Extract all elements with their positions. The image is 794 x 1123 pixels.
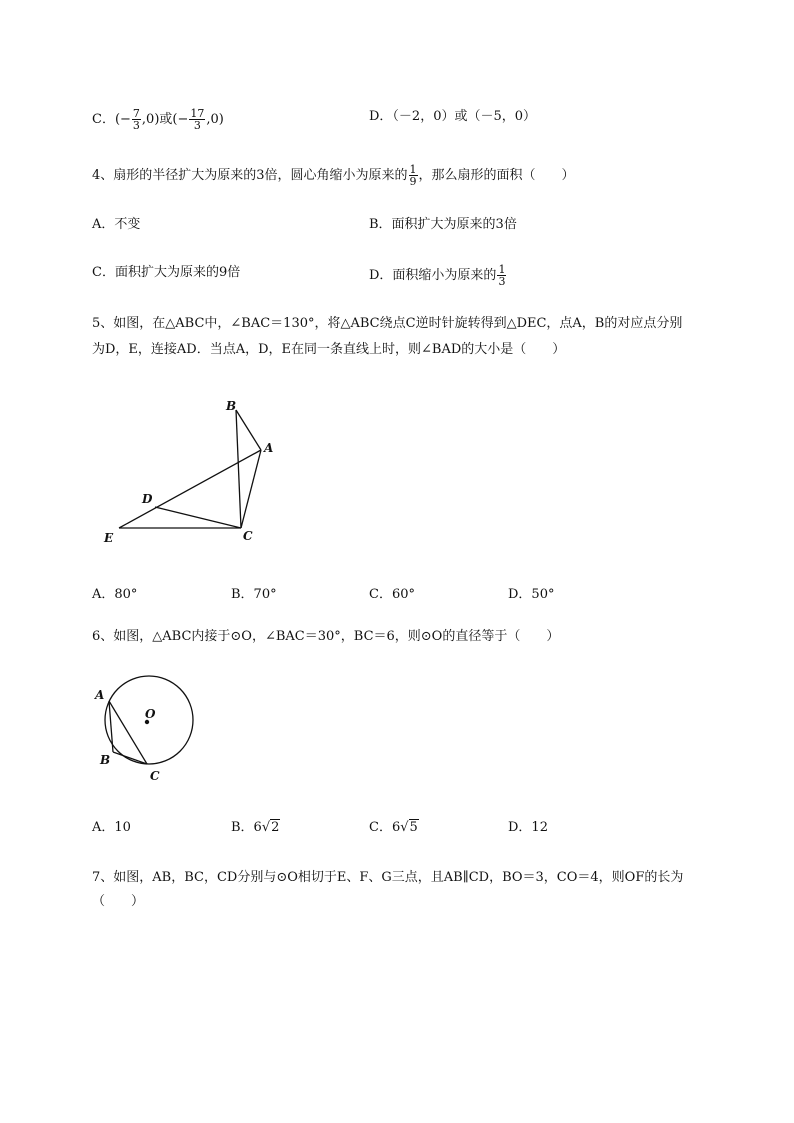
q5-segment-dc <box>155 507 241 528</box>
q3-option-c-point1-open: (− <box>114 112 131 127</box>
q6-option-c-text: C．6 <box>369 820 401 835</box>
q5-label-a: A <box>264 441 274 455</box>
q4-option-b: B．面积扩大为原来的3倍 <box>369 217 517 232</box>
q4-stem-text-b: ，那么扇形的面积（ ） <box>418 168 575 183</box>
q3-option-c <box>92 108 224 131</box>
q5-option-c: C．60° <box>369 587 415 602</box>
q6-option-c <box>369 819 419 837</box>
q6-segment-ac <box>109 701 147 764</box>
q6-option-a: A．10 <box>92 820 131 835</box>
q5-label-b: B <box>226 399 237 413</box>
radicand: 2 <box>271 820 280 835</box>
q6-label-a: A <box>95 688 105 702</box>
q5-label-d: D <box>142 492 153 506</box>
fraction-denominator: 3 <box>193 119 201 132</box>
q7-stem-line2: （ ） <box>92 894 145 909</box>
q4-stem <box>92 164 575 187</box>
q5-segment-ac <box>241 450 261 528</box>
q6-figure <box>92 670 202 785</box>
fraction-denominator: 9 <box>409 175 417 188</box>
q5-segment-ba <box>236 410 261 450</box>
q3-option-c-point1-close: ,0) <box>141 112 160 127</box>
sqrt-icon: √5 <box>400 820 418 835</box>
q6-label-b: B <box>100 753 111 767</box>
q4-option-c: C．面积扩大为原来的9倍 <box>92 265 241 280</box>
q5-segment-bc <box>236 410 241 528</box>
q5-stem-line2: 为D，E，连接AD．当点A，D，E在同一条直线上时，则∠BAD的大小是（ ） <box>92 342 566 357</box>
q3-option-c-fraction2 <box>189 108 205 131</box>
q4-option-d-text: D．面积缩小为原来的 <box>369 268 497 283</box>
q6-option-b-text: B．6 <box>231 820 262 835</box>
fraction-numerator: 17 <box>190 107 205 120</box>
q3-option-c-fraction1 <box>132 108 141 131</box>
q6-label-o: O <box>145 707 156 721</box>
q4-stem-fraction <box>409 164 418 187</box>
q6-segment-ab <box>109 701 113 752</box>
q5-option-b: B．70° <box>231 587 277 602</box>
q6-option-b <box>231 819 280 837</box>
q4-stem-text-a: 4、扇形的半径扩大为原来的3倍，圆心角缩小为原来的 <box>92 168 408 183</box>
q5-label-e: E <box>104 531 114 545</box>
q3-option-d: D．（－2，0）或（－5，0） <box>369 109 537 124</box>
q6-option-d: D．12 <box>508 820 548 835</box>
fraction-numerator: 1 <box>409 163 417 176</box>
q5-label-c: C <box>243 529 253 543</box>
q3-option-c-or: 或 <box>159 112 173 127</box>
q5-option-d: D．50° <box>508 587 555 602</box>
fraction-denominator: 3 <box>132 119 140 132</box>
q5-figure <box>95 390 295 555</box>
radicand: 5 <box>409 820 418 835</box>
q5-stem-line1: 5、如图，在△ABC中，∠BAC＝130°，将△ABC绕点C逆时针旋转得到△DEC，点A，B的对应点分别 <box>92 316 683 331</box>
q6-stem: 6、如图，△ABC内接于⊙O，∠BAC＝30°，BC＝6，则⊙O的直径等于（ ） <box>92 629 560 644</box>
q6-label-c: C <box>150 769 160 783</box>
q4-option-d-fraction <box>497 264 506 287</box>
fraction-numerator: 7 <box>132 107 140 120</box>
q7-stem-line1: 7、如图，AB，BC，CD分别与⊙O相切于E、F、G三点，且AB∥CD，BO＝3，CO＝4，则OF的长为 <box>92 870 684 885</box>
q5-option-a: A．80° <box>92 587 138 602</box>
q4-option-d <box>369 264 507 287</box>
q3-option-c-point2-close: ,0) <box>206 112 224 127</box>
q6-segment-bc <box>113 752 147 764</box>
q3-option-c-point2-open: (− <box>172 112 189 127</box>
sqrt-icon: √2 <box>261 820 280 835</box>
fraction-numerator: 1 <box>498 263 506 276</box>
q4-option-a: A．不变 <box>92 217 141 232</box>
fraction-denominator: 3 <box>498 275 506 288</box>
q3-option-c-label: C． <box>92 112 115 127</box>
